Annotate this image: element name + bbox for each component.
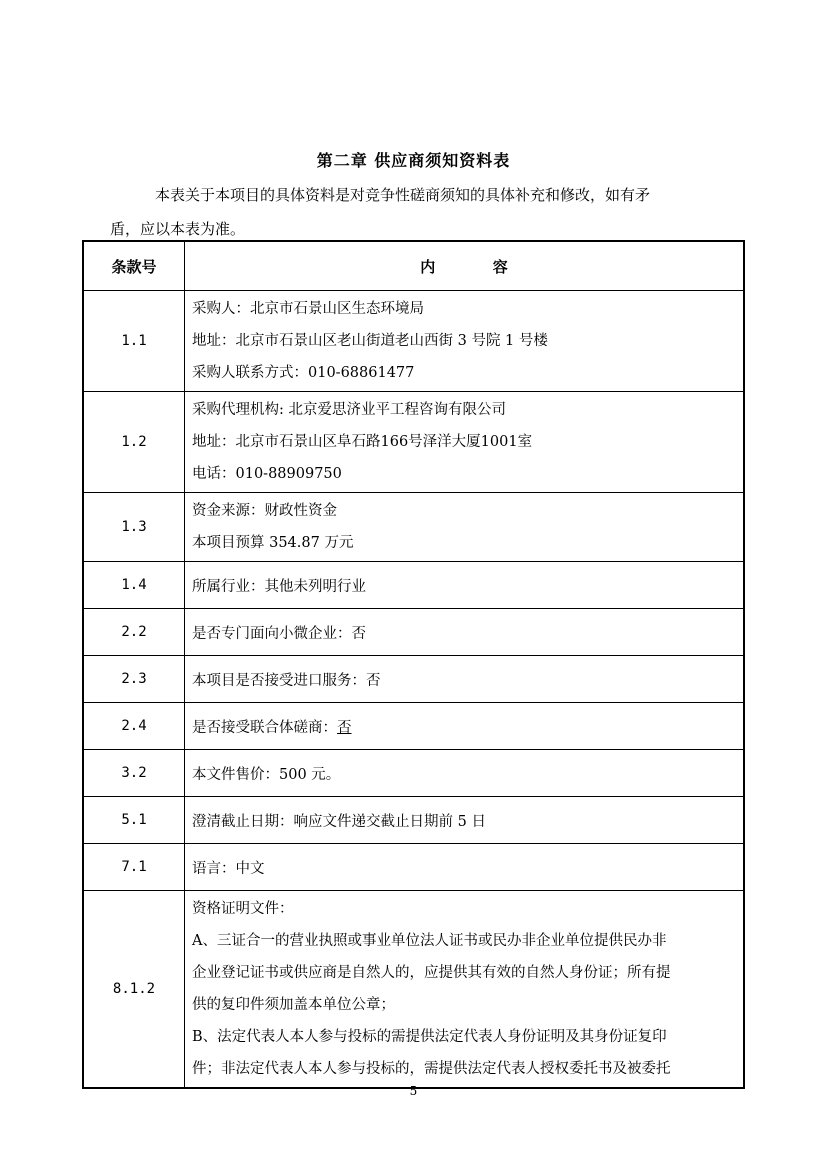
content-line: 件；非法定代表人本人参与投标的，需提供法定代表人授权委托书及被委托 — [192, 1061, 671, 1077]
table-row — [83, 493, 744, 562]
clause-number: 8.1.2 — [83, 891, 185, 1089]
clause-number: 1.1 — [83, 291, 185, 392]
clause-number: 3.2 — [83, 750, 185, 797]
clause-content: 澄清截止日期：响应文件递交截止日期前 5 日 — [185, 797, 745, 844]
content-line: 地址：北京市石景山区老山街道老山西街 3 号院 1 号楼 — [192, 333, 548, 349]
content-line: A、三证合一的营业执照或事业单位法人证书或民办非企业单位提供民办非 — [192, 933, 667, 949]
table-row — [83, 656, 744, 703]
clause-number: 7.1 — [83, 844, 185, 891]
header-content: 内 容 — [185, 241, 745, 291]
content-line: 采购代理机构: 北京爱思济业平工程咨询有限公司 — [192, 402, 506, 418]
clause-number: 1.2 — [83, 392, 185, 493]
clause-content — [185, 291, 745, 392]
chapter-title: 第二章 供应商须知资料表 — [316, 151, 511, 170]
content-line: 地址：北京市石景山区阜石路166号泽洋大厦1001室 — [192, 434, 533, 450]
table-header-row — [83, 241, 744, 291]
content-line: 资格证明文件： — [192, 901, 294, 917]
clause-content: 是否专门面向小微企业：否 — [185, 609, 745, 656]
table-row — [83, 750, 744, 797]
table-row — [83, 291, 744, 392]
header-clause-number: 条款号 — [83, 241, 185, 291]
page-number: 5 — [409, 1084, 418, 1098]
clause-content — [185, 493, 745, 562]
content-line: B、法定代表人本人参与投标的需提供法定代表人身份证明及其身份证复印 — [192, 1029, 667, 1045]
clause-content — [185, 891, 745, 1089]
table-row — [83, 797, 744, 844]
clause-number: 1.3 — [83, 493, 185, 562]
table-row — [83, 844, 744, 891]
clause-content — [185, 703, 745, 750]
supplier-info-table — [82, 240, 745, 1089]
content-line: 本项目预算 354.87 万元 — [192, 535, 354, 551]
clause-number: 2.3 — [83, 656, 185, 703]
underlined-answer: 否 — [337, 719, 352, 736]
table-row — [83, 609, 744, 656]
clause-number: 5.1 — [83, 797, 185, 844]
clause-content: 语言：中文 — [185, 844, 745, 891]
clause-content: 本项目是否接受进口服务：否 — [185, 656, 745, 703]
content-line: 采购人：北京市石景山区生态环境局 — [192, 301, 424, 317]
table-row — [83, 392, 744, 493]
content-line: 企业登记证书或供应商是自然人的，应提供其有效的自然人身份证；所有提 — [192, 965, 671, 981]
content-line: 资金来源：财政性资金 — [192, 503, 337, 519]
intro-line-2: 盾，应以本表为准。 — [110, 220, 246, 238]
clause-number: 2.2 — [83, 609, 185, 656]
intro-line-1: 本表关于本项目的具体资料是对竞争性磋商须知的具体补充和修改，如有矛 — [155, 186, 651, 204]
content-prefix: 是否接受联合体磋商： — [192, 719, 337, 736]
clause-content: 所属行业：其他未列明行业 — [185, 562, 745, 609]
table-row — [83, 562, 744, 609]
table-row — [83, 703, 744, 750]
clause-content — [185, 392, 745, 493]
table-row — [83, 891, 744, 1089]
content-line: 采购人联系方式：010-68861477 — [192, 365, 415, 381]
clause-content: 本文件售价：500 元。 — [185, 750, 745, 797]
clause-number: 1.4 — [83, 562, 185, 609]
content-line: 供的复印件须加盖本单位公章； — [192, 997, 395, 1013]
content-line: 电话：010-88909750 — [192, 466, 342, 482]
clause-number: 2.4 — [83, 703, 185, 750]
